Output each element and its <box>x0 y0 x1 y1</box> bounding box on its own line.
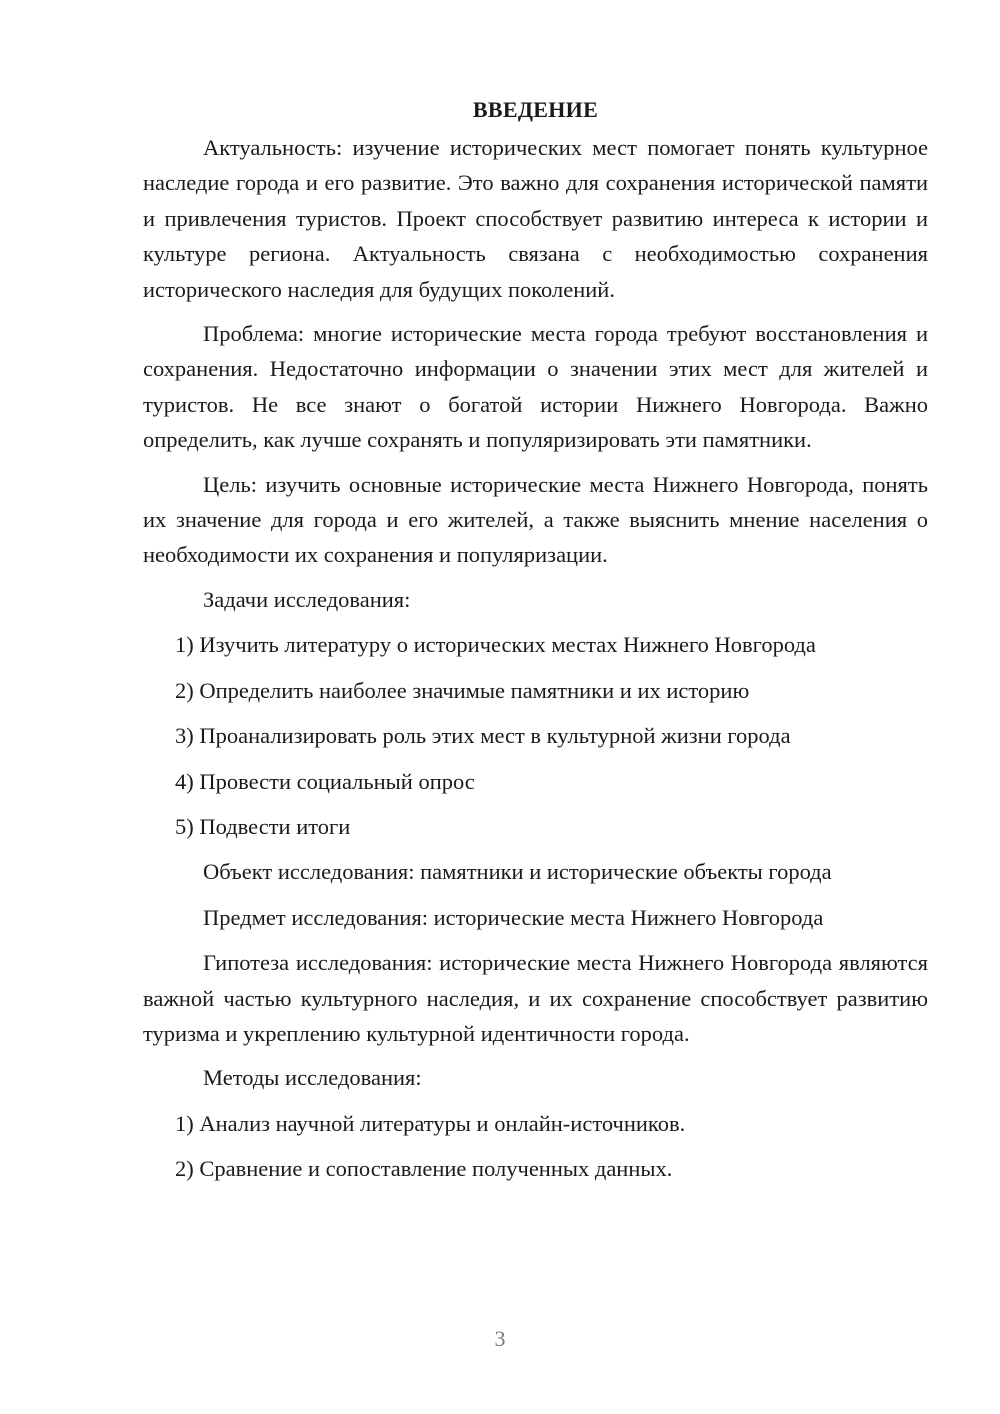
list-item: 2) Сравнение и сопоставление полученных данных. <box>175 1156 673 1182</box>
hypothesis-paragraph: Гипотеза исследования: исторические места Нижнего Новгорода являются важной частью культурного наследия, и их сохранение способствует развитию туризма и укреплению культурной идентичности города. <box>143 950 928 1046</box>
list-item: 1) Изучить литературу о исторических местах Нижнего Новгорода <box>175 632 816 658</box>
problem-paragraph: Проблема: многие исторические места города требуют восстановления и сохранения. Недостаточно информации о значении этих мест для жителей и туристов. Не все знают о богатой истории Нижнего Новгорода. Важно определить, как лучше сохранять и популяризировать эти памятники. <box>143 321 928 453</box>
document-page <box>143 92 928 1197</box>
goal-paragraph: Цель: изучить основные исторические места Нижнего Новгорода, понять их значение для города и его жителей, а также выяснить мнение населения о необходимости их сохранения и популяризации. <box>143 471 928 568</box>
list-item: 4) Провести социальный опрос <box>175 768 475 794</box>
list-item: 1) Анализ научной литературы и онлайн-источников. <box>175 1110 686 1136</box>
methods-list <box>143 1106 928 1187</box>
section-heading: ВВЕДЕНИЕ <box>472 97 599 122</box>
subject-statement: Предмет исследования: исторические места Нижнего Новгорода <box>203 904 824 930</box>
list-item: 2) Определить наиболее значимые памятники и их историю <box>175 677 750 703</box>
tasks-label: Задачи исследования: <box>203 586 411 612</box>
tasks-list <box>143 627 928 844</box>
list-item: 3) Проанализировать роль этих мест в культурной жизни города <box>175 723 791 749</box>
object-statement: Объект исследования: памятники и исторические объекты города <box>203 859 832 885</box>
methods-label: Методы исследования: <box>203 1065 422 1091</box>
relevance-paragraph: Актуальность: изучение исторических мест помогает понять культурное наследие города и его развитие. Это важно для сохранения исторической памяти и привлечения туристов. Проект способствует развитию интереса к истории и культуре региона. Актуальность связана с необходимостью сохранения исторического наследия для будущих поколений. <box>143 135 928 302</box>
list-item: 5) Подвести итоги <box>175 813 351 839</box>
page-number: 3 <box>494 1326 506 1351</box>
